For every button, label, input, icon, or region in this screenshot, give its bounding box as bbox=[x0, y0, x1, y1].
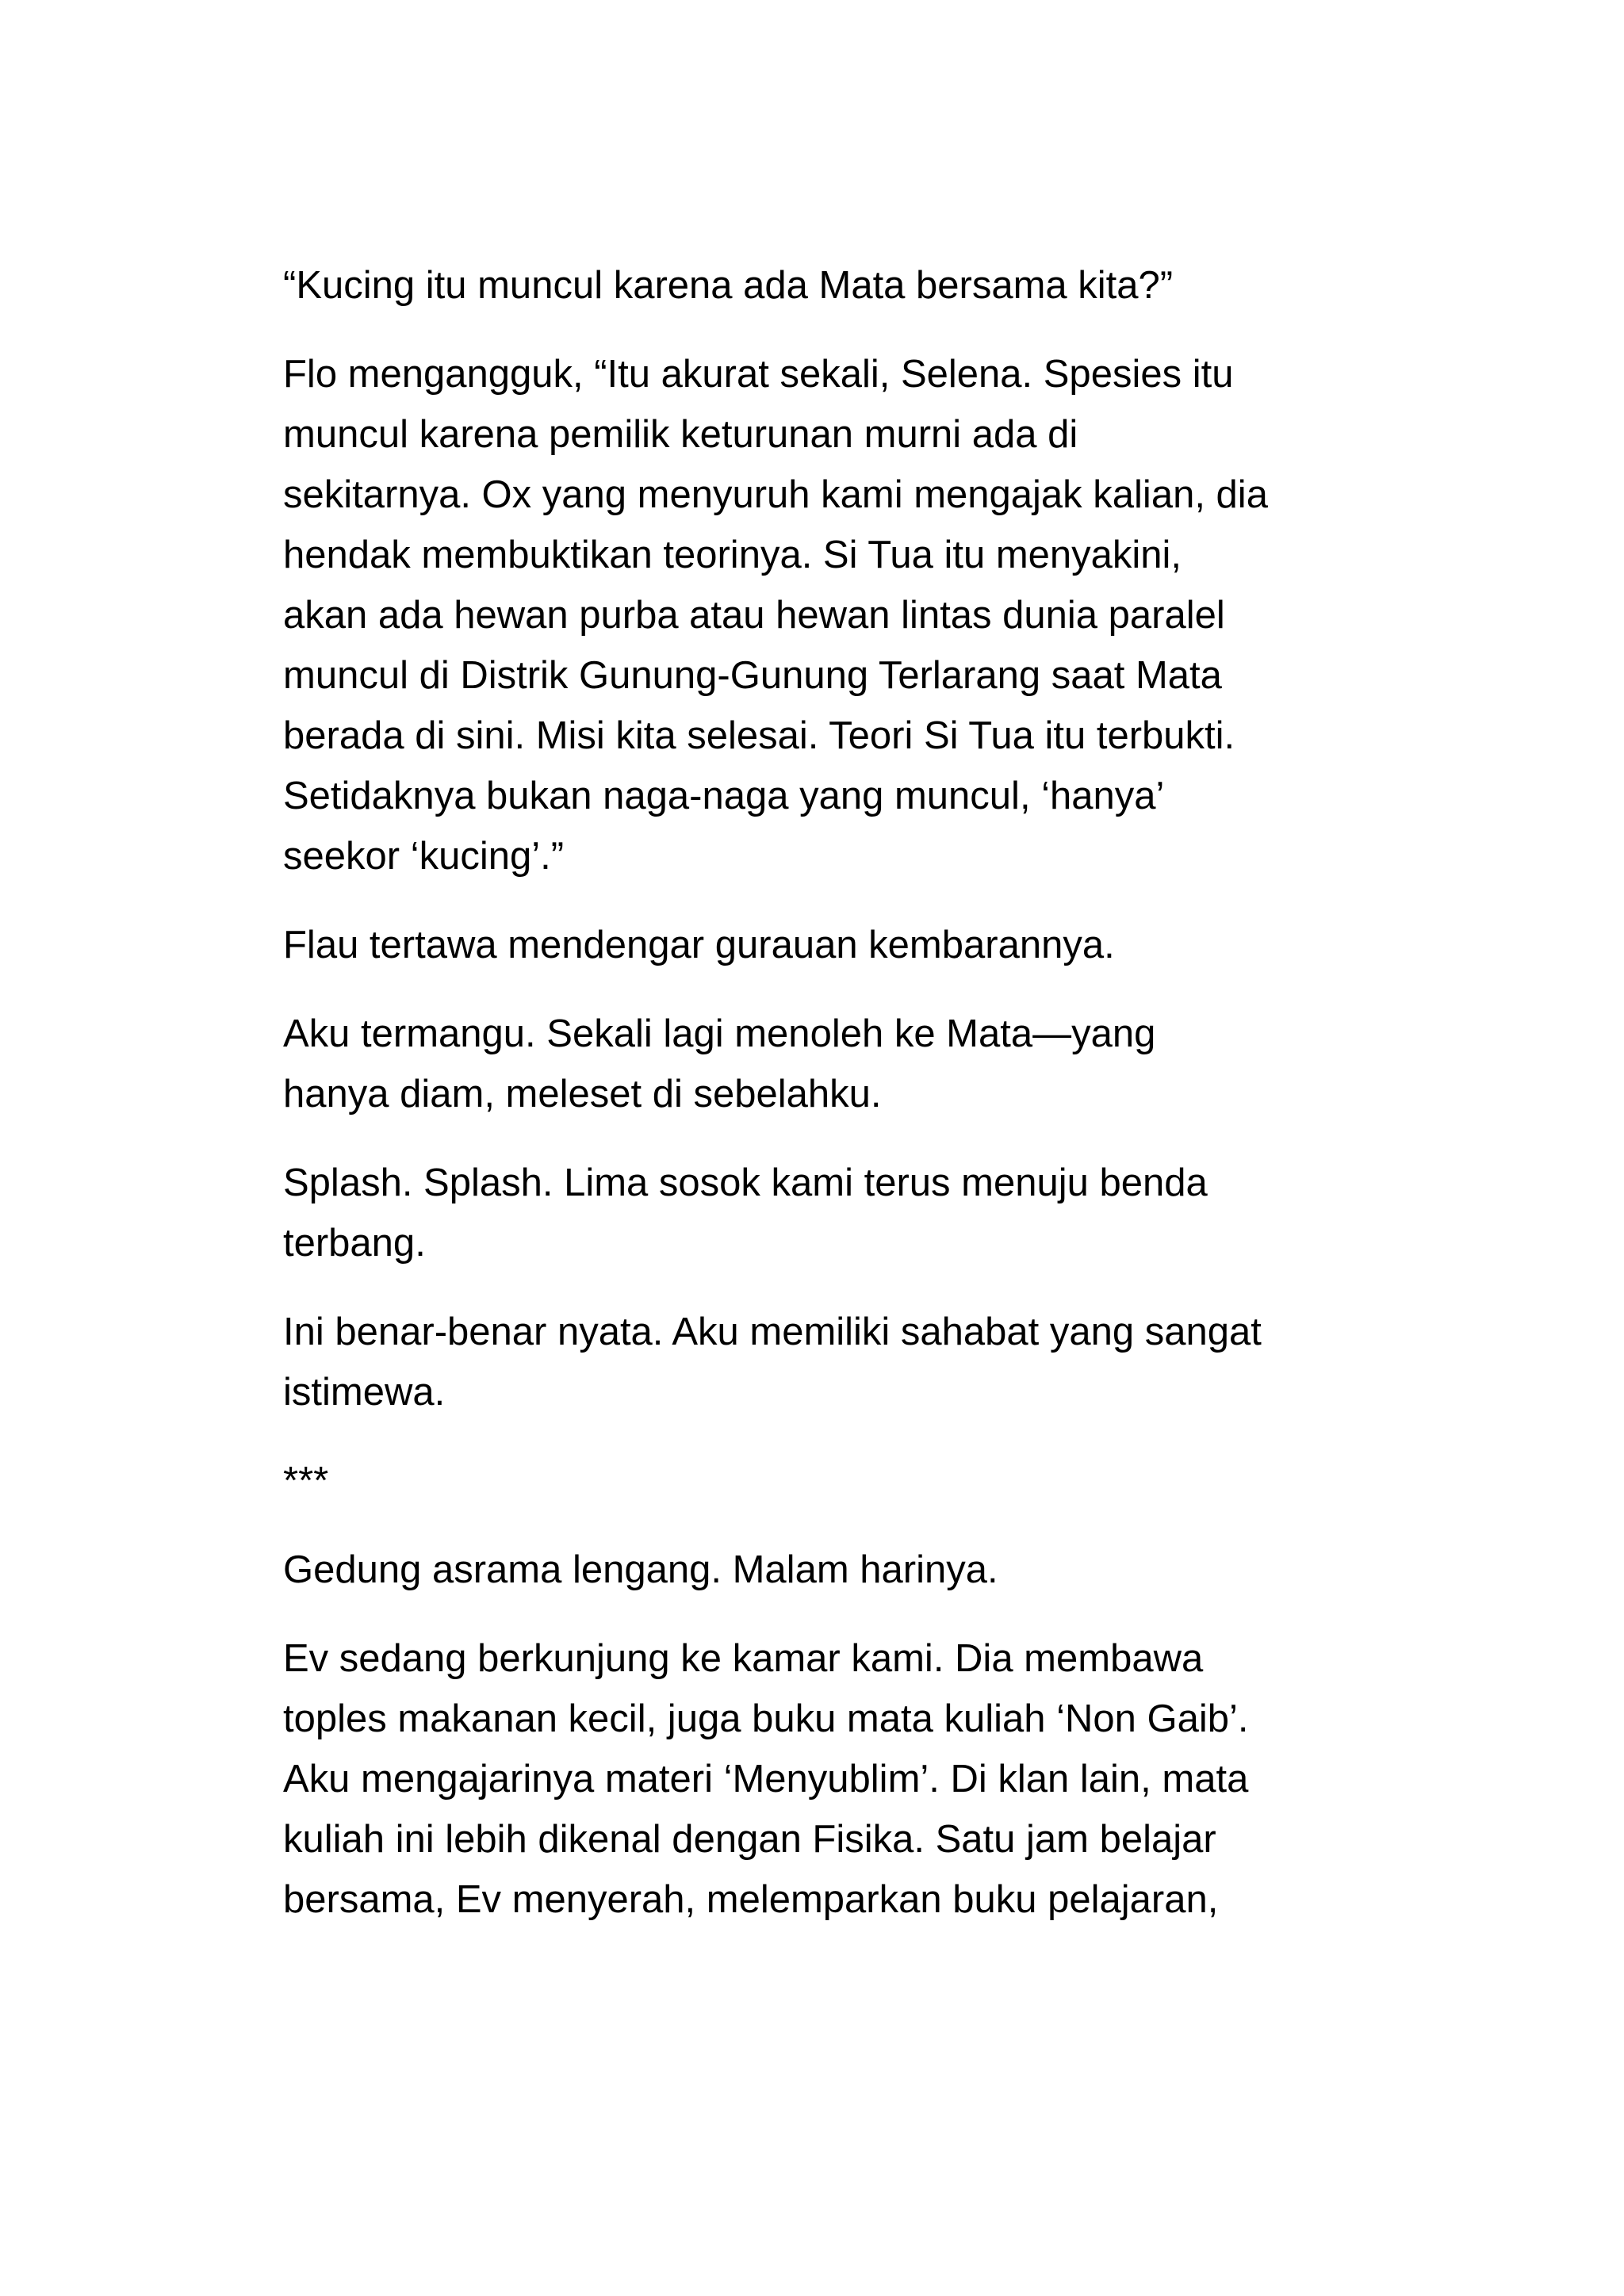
text-line: seekor ‘kucing’.” bbox=[283, 835, 565, 878]
text-line: “Kucing itu muncul karena ada Mata bersama kita?” bbox=[283, 264, 1174, 307]
paragraph-5 bbox=[283, 1153, 1393, 1273]
scene-break bbox=[283, 1451, 1393, 1511]
text-line: Setidaknya bukan naga-naga yang muncul, ‘hanya’ bbox=[283, 775, 1165, 817]
text-line: muncul karena pemilik keturunan murni ada di bbox=[283, 413, 1078, 456]
paragraph-8 bbox=[283, 1628, 1393, 1930]
paragraph-7 bbox=[283, 1540, 1393, 1600]
text-line: Aku termangu. Sekali lagi menoleh ke Mata—yang bbox=[283, 1012, 1156, 1055]
text-line: toples makanan kecil, juga buku mata kuliah ‘Non Gaib’. bbox=[283, 1697, 1249, 1740]
text-line: istimewa. bbox=[283, 1371, 446, 1414]
text-line: sekitarnya. Ox yang menyuruh kami mengajak kalian, dia bbox=[283, 473, 1268, 516]
text-line: Ev sedang berkunjung ke kamar kami. Dia membawa bbox=[283, 1637, 1204, 1680]
paragraph-1 bbox=[283, 255, 1393, 316]
text-line: Aku mengajarinya materi ‘Menyublim’. Di klan lain, mata bbox=[283, 1758, 1249, 1800]
text-line: muncul di Distrik Gunung-Gunung Terlarang saat Mata bbox=[283, 654, 1222, 697]
text-line: bersama, Ev menyerah, melemparkan buku pelajaran, bbox=[283, 1878, 1219, 1921]
text-line: kuliah ini lebih dikenal dengan Fisika. Satu jam belajar bbox=[283, 1818, 1216, 1861]
paragraph-2 bbox=[283, 344, 1393, 886]
text-line: Flau tertawa mendengar gurauan kembarannya. bbox=[283, 924, 1115, 966]
text-line: Gedung asrama lengang. Malam harinya. bbox=[283, 1548, 998, 1591]
text-line: terbang. bbox=[283, 1222, 426, 1265]
paragraph-6 bbox=[283, 1302, 1393, 1422]
text-line: Flo mengangguk, “Itu akurat sekali, Selena. Spesies itu bbox=[283, 353, 1234, 396]
text-line: hanya diam, meleset di sebelahku. bbox=[283, 1073, 882, 1115]
text-line: akan ada hewan purba atau hewan lintas dunia paralel bbox=[283, 594, 1225, 637]
text-line: Ini benar-benar nyata. Aku memiliki sahabat yang sangat bbox=[283, 1311, 1262, 1353]
paragraph-3 bbox=[283, 915, 1393, 975]
text-line: berada di sini. Misi kita selesai. Teori Si Tua itu terbukti. bbox=[283, 714, 1235, 757]
body-text bbox=[283, 255, 1393, 1958]
scene-break-marker: *** bbox=[283, 1460, 329, 1502]
text-line: Splash. Splash. Lima sosok kami terus menuju benda bbox=[283, 1161, 1208, 1204]
paragraph-4 bbox=[283, 1004, 1393, 1124]
text-line: hendak membuktikan teorinya. Si Tua itu menyakini, bbox=[283, 534, 1182, 576]
